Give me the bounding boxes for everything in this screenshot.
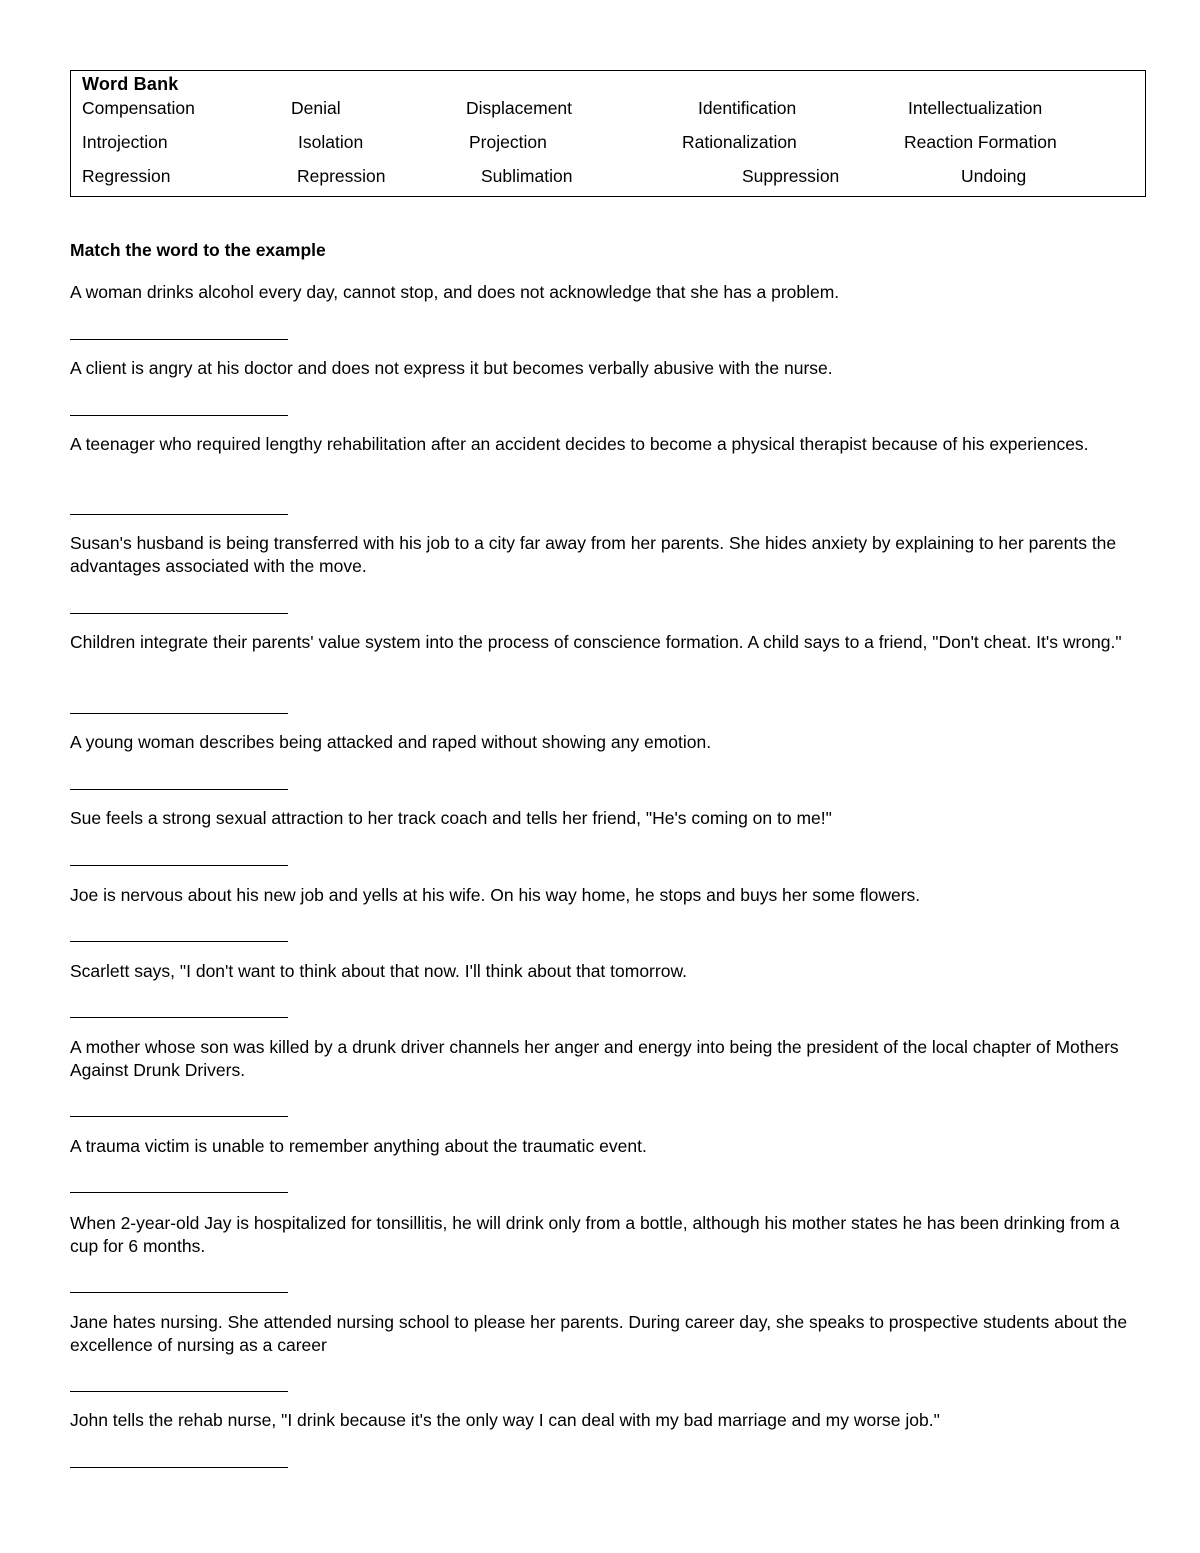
word-bank-term: Undoing: [961, 166, 1027, 186]
answer-blank[interactable]: [70, 1017, 288, 1018]
answer-blank[interactable]: [70, 941, 288, 942]
question-text: A young woman describes being attacked and raped without showing any emotion.: [70, 732, 712, 752]
answer-blank[interactable]: [70, 514, 288, 515]
question-text: A teenager who required lengthy rehabilitation after an accident decides to become a physical therapist because of his experiences.: [70, 434, 1089, 454]
word-bank-term: Rationalization: [682, 132, 797, 152]
answer-blank[interactable]: [70, 415, 288, 416]
answer-blank[interactable]: [70, 1467, 288, 1468]
word-bank-term: Suppression: [742, 166, 840, 186]
answer-blank[interactable]: [70, 1192, 288, 1193]
answer-blank[interactable]: [70, 713, 288, 714]
word-bank-term: Denial: [291, 98, 341, 118]
answer-blank[interactable]: [70, 1391, 288, 1392]
word-bank-term: Repression: [297, 166, 386, 186]
question-text: Children integrate their parents' value system into the process of conscience formation. A child says to a friend, "Don't cheat. It's wrong.": [70, 632, 1122, 652]
question-text: A client is angry at his doctor and does not express it but becomes verbally abusive with the nurse.: [70, 358, 833, 378]
question-text: Joe is nervous about his new job and yells at his wife. On his way home, he stops and buys her some flowers.: [70, 885, 921, 905]
question-text: A woman drinks alcohol every day, cannot stop, and does not acknowledge that she has a problem.: [70, 282, 840, 302]
word-bank-box: [70, 70, 1146, 197]
word-bank-term: Reaction Formation: [904, 132, 1057, 152]
word-bank-term: Isolation: [298, 132, 364, 152]
word-bank-term: Sublimation: [481, 166, 573, 186]
answer-blank[interactable]: [70, 1116, 288, 1117]
question-text: Jane hates nursing. She attended nursing school to please her parents. During career day, she speaks to prospective students about the excellence of nursing as a career: [70, 1312, 1128, 1355]
instructions-heading: Match the word to the example: [70, 240, 326, 260]
word-bank-term: Regression: [82, 166, 171, 186]
question-text: A mother whose son was killed by a drunk driver channels her anger and energy into being the president of the local chapter of Mothers Against Drunk Drivers.: [70, 1037, 1119, 1080]
word-bank-term: Introjection: [82, 132, 168, 152]
answer-blank[interactable]: [70, 613, 288, 614]
word-bank-term: Intellectualization: [908, 98, 1043, 118]
question-text: John tells the rehab nurse, "I drink because it's the only way I can deal with my bad marriage and my worse job.": [70, 1410, 940, 1430]
answer-blank[interactable]: [70, 1292, 288, 1293]
word-bank-term: Displacement: [466, 98, 573, 118]
question-text: Susan's husband is being transferred with his job to a city far away from her parents. She hides anxiety by explaining to her parents the advantages associated with the move.: [70, 533, 1117, 576]
word-bank-title: Word Bank: [82, 74, 179, 94]
answer-blank[interactable]: [70, 865, 288, 866]
question-text: When 2-year-old Jay is hospitalized for tonsillitis, he will drink only from a bottle, although his mother states he has been drinking from a cup for 6 months.: [70, 1213, 1120, 1256]
word-bank-term: Projection: [469, 132, 547, 152]
question-text: Scarlett says, "I don't want to think about that now. I'll think about that tomorrow.: [70, 961, 687, 981]
answer-blank[interactable]: [70, 789, 288, 790]
word-bank-term: Identification: [698, 98, 797, 118]
word-bank-term: Compensation: [82, 98, 195, 118]
question-text: A trauma victim is unable to remember anything about the traumatic event.: [70, 1136, 647, 1156]
question-text: Sue feels a strong sexual attraction to her track coach and tells her friend, "He's coming on to me!": [70, 808, 832, 828]
answer-blank[interactable]: [70, 339, 288, 340]
